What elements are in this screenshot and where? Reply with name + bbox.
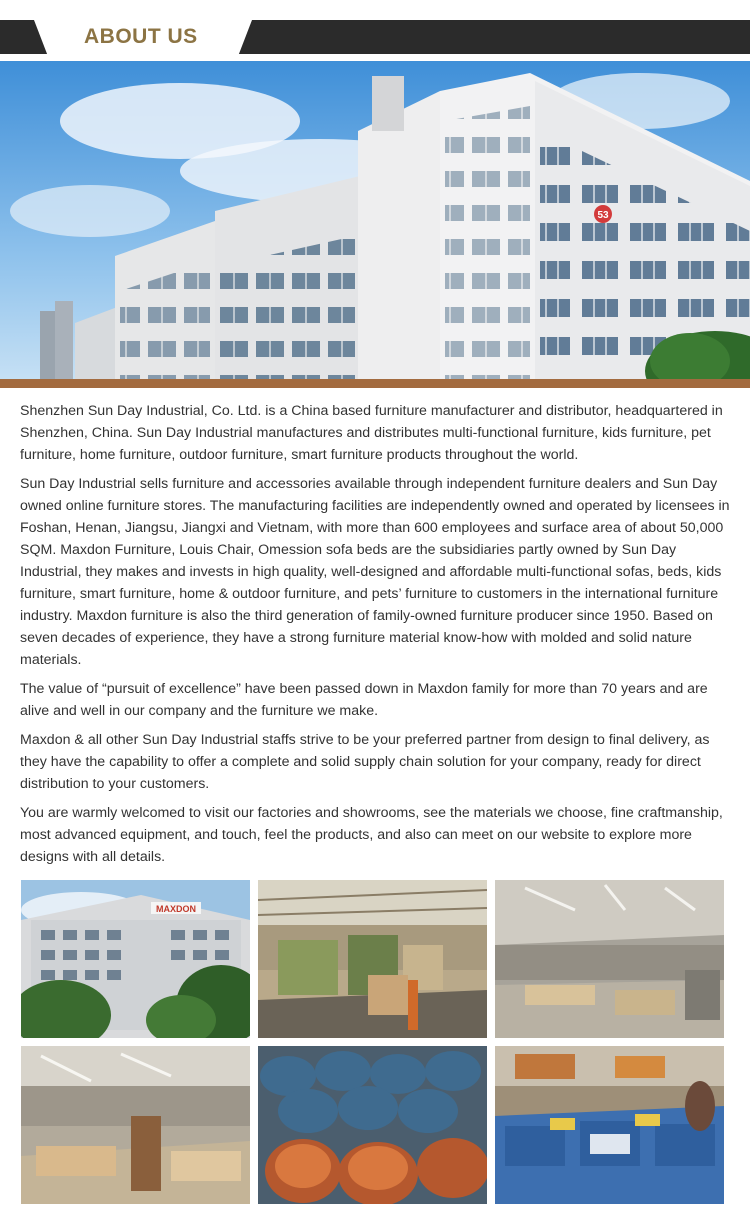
paragraph-values: The value of “pursuit of excellence” have been passed down in Maxdon family for more than 70 years and are alive and well in our company and the furniture we make. xyxy=(20,681,708,719)
production-line-photo xyxy=(258,880,487,1038)
paragraph-intro: Shenzhen Sun Day Industrial, Co. Ltd. is a China based furniture manufacturer and distributor, headquartered in Shenzhen, China. Sun Day Industrial manufactures and distributes multi-functional furniture, kids furniture, pet furniture, home furniture, outdoor furniture, smart furniture products throughout the world. xyxy=(20,403,723,463)
about-text xyxy=(20,400,732,875)
factory-photo-gallery xyxy=(21,880,725,1204)
chair-assembly-photo xyxy=(258,1046,487,1204)
woodworking-photo xyxy=(21,1046,250,1204)
maxdon-sign: MAXDON xyxy=(156,904,196,914)
paragraph-partner: Maxdon & all other Sun Day Industrial staffs strive to be your preferred partner from design to final delivery, as they have the capability to offer a complete and solid supply chain solution for your company, ready for direct distribution to your customers. xyxy=(20,732,710,792)
building-number-sign: 53 xyxy=(597,210,609,221)
headquarters-building-photo xyxy=(0,61,750,388)
section-title: ABOUT US xyxy=(84,25,198,48)
paragraph-sales: Sun Day Industrial sells furniture and accessories available through independent furniture dealers and Sun Day owned online furniture stores. The manufacturing facilities are independently owned and operated by licensees in Foshan, Henan, Jiangsu, Jiangxi and Vietnam, with more than 600 employees and surface area of about 50,000 SQM. Maxdon Furniture, Louis Chair, Omession sofa beds are the subsidiaries partly owned by Sun Day Industrial, they makes and invests in high quality, well-designed and affordable multi-functional sofas, beds, kids furniture, smart furniture, home & outdoor furniture, and pets’ furniture to customers in the international furniture industry. Maxdon furniture is also the third generation of family-owned furniture producer since 1950. Based on seven decades of experience, they have a strong furniture material know-how with molded and solid nature materials. xyxy=(20,476,730,668)
sofa-assembly-photo xyxy=(495,1046,724,1204)
about-us-banner xyxy=(0,20,750,54)
factory-building-photo xyxy=(21,880,250,1038)
paragraph-welcome: You are warmly welcomed to visit our factories and showrooms, see the materials we choose, fine craftmanship, most advanced equipment, and touch, feel the products, and also can meet on our website to explore more designs with all details. xyxy=(20,805,723,865)
workshop-photo xyxy=(495,880,724,1038)
